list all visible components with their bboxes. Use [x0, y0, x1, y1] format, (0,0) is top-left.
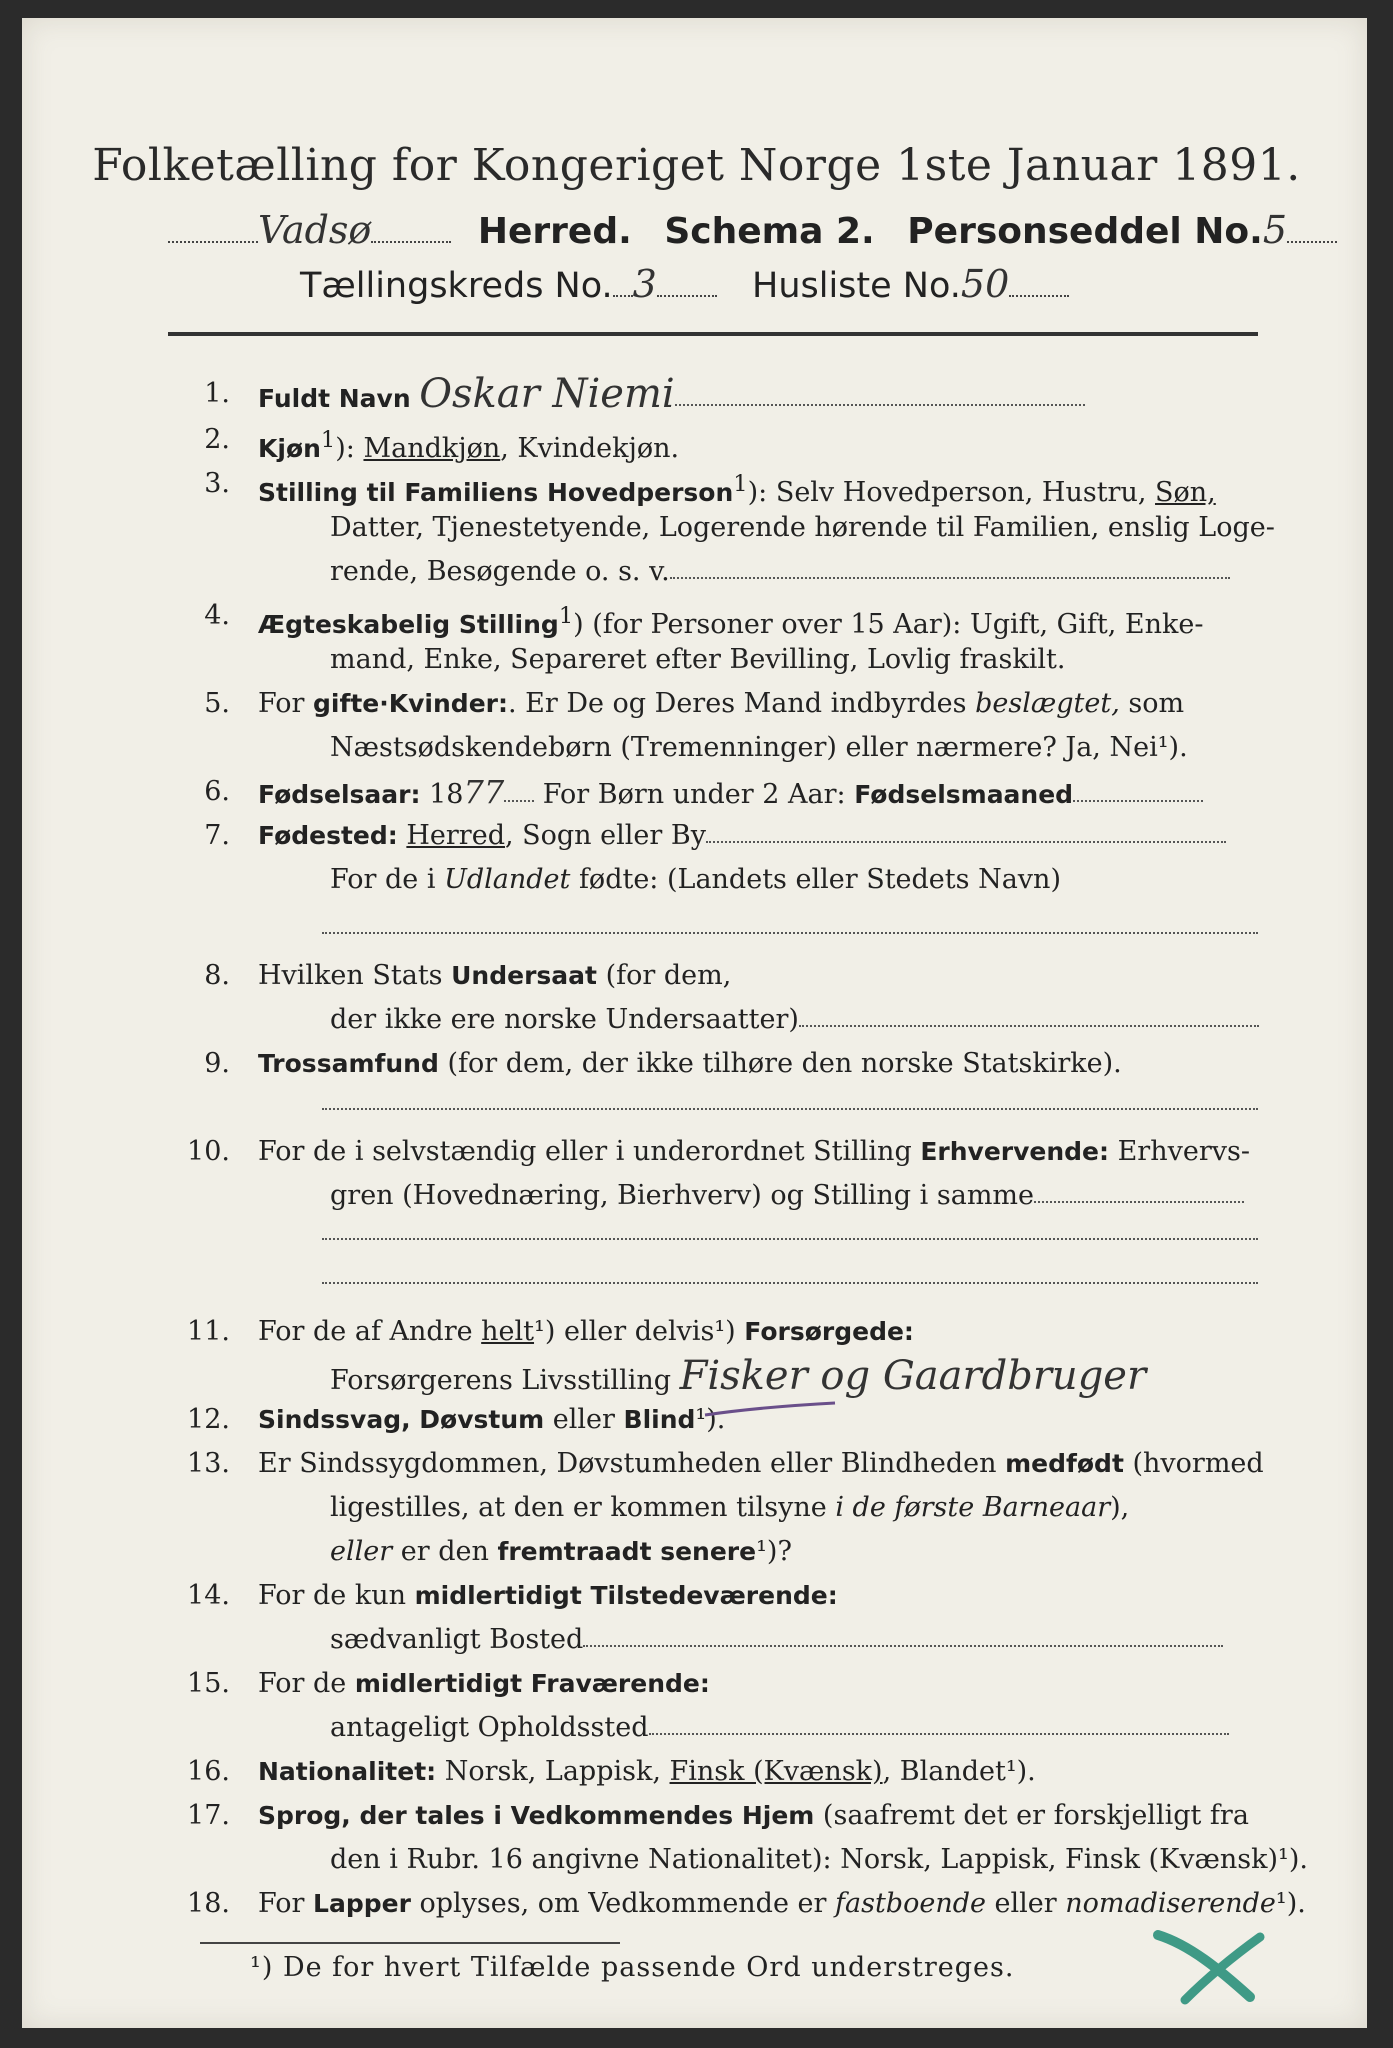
item-text: (hvormed — [1123, 1448, 1264, 1479]
item-14 — [168, 1574, 1258, 1662]
item-label: Blind — [623, 1405, 696, 1434]
handwritten-stroke — [700, 1385, 840, 1425]
selected-option: Søn, — [1155, 477, 1216, 508]
birth-year-value: 77 — [463, 773, 505, 811]
item-text: ), — [1110, 1492, 1130, 1523]
item-15 — [168, 1662, 1258, 1750]
item-label: Fødselsmaaned — [854, 780, 1074, 809]
item-8 — [168, 954, 1258, 1042]
item-number: 18. — [187, 1888, 230, 1919]
footnote-ref: 1 — [733, 471, 748, 497]
item-3 — [168, 462, 1275, 594]
item-label: Erhvervende: — [920, 1137, 1110, 1166]
item-text: (for dem, der ikke tilhøre den norske Statskirke). — [438, 1048, 1122, 1079]
item-label: Sindssvag, Døvstum — [258, 1405, 545, 1434]
item-1 — [168, 372, 1258, 416]
item-text: Er Sindssygdommen, Døvstumheden eller Blindheden — [258, 1448, 1006, 1479]
item-text: i de første Barneaar — [835, 1492, 1111, 1523]
item-label: Ægteskabelig Stilling — [258, 610, 559, 639]
item-text: antageligt Opholdssted — [330, 1712, 649, 1743]
item-text: ligestilles, at den er kommen tilsyne — [330, 1492, 836, 1523]
item-text: For de af Andre — [258, 1316, 482, 1347]
item-label: Fødselsaar: — [258, 780, 421, 809]
item-text: rende, Besøgende o. s. v. — [330, 556, 670, 587]
item-4 — [168, 594, 1258, 682]
item-text: For de — [258, 1668, 355, 1699]
item-text: fødte: (Landets eller Stedets Navn) — [570, 864, 1061, 895]
item-label: midlertidigt Fraværende: — [354, 1669, 710, 1698]
item-label: Stilling til Familiens Hovedperson — [258, 478, 734, 507]
item-text: Næstsødskendebørn (Tremenninger) eller nærmere? Ja, Nei¹). — [330, 732, 1188, 763]
item-text: Hvilken Stats — [258, 960, 452, 991]
item-text: , Blandet¹). — [882, 1756, 1036, 1787]
item-label: fremtraadt senere — [497, 1537, 757, 1566]
item-10 — [168, 1130, 1258, 1218]
item-text: Forsørgerens Livsstilling — [330, 1365, 672, 1396]
item-number: 2. — [204, 424, 230, 455]
item-text: er den — [392, 1536, 498, 1567]
blank-line — [322, 932, 1258, 934]
item-text: der ikke ere norske Undersaatter) — [330, 1004, 799, 1035]
item-text: (saafremt det er forskjelligt fra — [814, 1800, 1249, 1831]
herred-line — [168, 208, 1288, 252]
item-text: Datter, Tjenestetyende, Logerende hørende til Familien, enslig Loge- — [330, 512, 1275, 543]
footnote-ref: 1 — [320, 427, 336, 453]
kreds-value: 3 — [632, 262, 657, 306]
item-label: Lapper — [313, 1889, 411, 1918]
item-text: For — [258, 1888, 314, 1919]
item-text: ¹). — [1275, 1888, 1306, 1919]
item-text: (for dem, — [596, 960, 732, 991]
item-text: ) (for Personer over 15 Aar): Ugift, Gift, Enke- — [573, 609, 1204, 640]
item-text: Udlandet — [444, 864, 571, 895]
item-number: 17. — [187, 1800, 230, 1831]
selected-option: Mandkjøn — [363, 433, 501, 464]
form-title: Folketælling for Kongeriget Norge 1ste Januar 1891. — [92, 140, 1301, 191]
item-label: Kjøn — [258, 434, 321, 463]
item-text: eller — [985, 1888, 1066, 1919]
item-text: oplyses, om Vedkommende er — [410, 1888, 835, 1919]
footnote-rule — [200, 1942, 620, 1944]
herred-label: Herred. — [477, 211, 632, 252]
personseddel-value: 5 — [1262, 208, 1288, 252]
item-text: den i Rubr. 16 angivne Nationalitet): Norsk, Lappisk, Finsk (Kvænsk)¹). — [330, 1844, 1308, 1875]
husliste-label: Husliste No. — [752, 266, 961, 306]
item-number: 13. — [187, 1448, 230, 1479]
blank-line — [322, 1238, 1258, 1240]
item-text: For — [258, 688, 314, 719]
item-label: gifte·Kvinder: — [313, 689, 508, 718]
kreds-label: Tællingskreds No. — [300, 266, 613, 306]
item-text: For de i selvstændig eller i underordnet Stilling — [258, 1136, 921, 1167]
item-text: Norsk, Lappisk, — [436, 1756, 670, 1787]
item-number: 11. — [187, 1316, 230, 1347]
item-text: ): Selv Hovedperson, Hustru, — [747, 477, 1156, 508]
check-mark-icon — [1150, 1925, 1270, 2005]
item-13 — [168, 1442, 1264, 1574]
item-text: som — [1119, 688, 1185, 719]
item-text: , Kvindekjøn. — [500, 433, 680, 464]
item-2 — [168, 418, 1258, 462]
item-label: midlertidigt Tilstedeværende: — [414, 1581, 838, 1610]
item-text: For de kun — [258, 1580, 415, 1611]
item-label: Fødested: — [258, 821, 398, 850]
item-text: gren (Hovednæring, Bierhverv) og Stilling i samme — [330, 1180, 1035, 1211]
item-text: 18 — [420, 779, 464, 810]
item-text: fastboende — [835, 1888, 986, 1919]
husliste-value: 50 — [960, 262, 1010, 306]
item-text: Erhvervs- — [1109, 1136, 1250, 1167]
selected-option: Finsk (Kvænsk) — [669, 1756, 883, 1787]
blank-line — [322, 1282, 1258, 1284]
item-number: 14. — [187, 1580, 230, 1611]
item-6 — [168, 770, 1258, 814]
item-number: 5. — [204, 688, 230, 719]
item-text: ¹). — [695, 1404, 726, 1435]
item-text: For de i — [330, 864, 445, 895]
item-text: For Børn under 2 Aar: — [534, 779, 855, 810]
item-label: medfødt — [1005, 1449, 1124, 1478]
item-text: ¹)? — [756, 1536, 792, 1567]
item-text: ¹) eller delvis¹) — [534, 1316, 745, 1347]
selected-option: Herred — [406, 820, 505, 851]
item-number: 3. — [204, 468, 230, 499]
item-label: Nationalitet: — [258, 1757, 437, 1786]
header-rule — [168, 332, 1258, 336]
item-text: , Sogn eller By — [504, 820, 706, 851]
item-number: 12. — [187, 1404, 230, 1435]
herred-value: Vadsø — [258, 208, 372, 252]
item-label: Sprog, der tales i Vedkommendes Hjem — [258, 1801, 815, 1830]
item-17 — [168, 1794, 1308, 1882]
item-number: 7. — [204, 820, 230, 851]
selected-option: helt — [481, 1316, 535, 1347]
item-number: 8. — [204, 960, 230, 991]
item-16 — [168, 1750, 1258, 1794]
item-number: 9. — [204, 1048, 230, 1079]
full-name-value: Oskar Niemi — [419, 371, 675, 417]
item-text: sædvanligt Bosted — [330, 1624, 584, 1655]
item-number: 15. — [187, 1668, 230, 1699]
item-text: eller — [544, 1404, 624, 1435]
item-label: Fuldt Navn — [258, 384, 411, 413]
item-number: 16. — [187, 1756, 230, 1787]
item-text: eller — [330, 1536, 393, 1567]
footnote: ¹) De for hvert Tilfælde passende Ord understreges. — [250, 1952, 1015, 1983]
item-number: 6. — [204, 776, 230, 807]
item-text: . Er De og Deres Mand indbyrdes — [507, 688, 976, 719]
item-5 — [168, 682, 1258, 770]
item-number: 10. — [187, 1136, 230, 1167]
personseddel-label: Personseddel No. — [907, 211, 1263, 252]
item-label: Undersaat — [451, 961, 597, 990]
item-text: ): — [335, 433, 364, 464]
provider-occupation-value: Fisker og Gaardbruger — [679, 1353, 1147, 1399]
schema-label: Schema 2. — [664, 211, 875, 252]
item-label: Trossamfund — [258, 1049, 439, 1078]
item-text: beslægtet, — [975, 688, 1120, 719]
item-9 — [168, 1042, 1258, 1086]
footnote-ref: 1 — [558, 603, 574, 629]
item-number: 4. — [204, 600, 230, 631]
item-7 — [168, 814, 1258, 946]
item-18 — [168, 1882, 1306, 1926]
blank-line — [322, 1108, 1258, 1110]
item-label: Forsørgede: — [744, 1317, 914, 1346]
item-text: mand, Enke, Separeret efter Bevilling, Lovlig fraskilt. — [330, 644, 1066, 675]
item-number: 1. — [204, 378, 230, 409]
kreds-line — [300, 262, 1069, 306]
item-text: nomadiserende — [1065, 1888, 1276, 1919]
